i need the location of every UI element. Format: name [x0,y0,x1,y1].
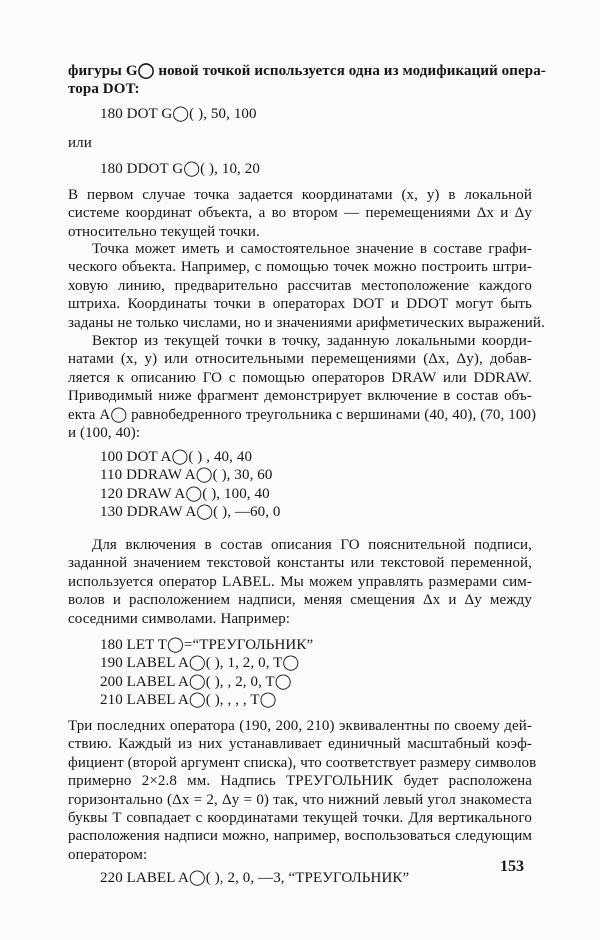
text-line: используется оператор LABEL. Мы можем управлять размерами сим- [68,573,532,590]
text-line: оператором: [68,846,148,863]
text-line: ляется к описанию ГО с помощью операторов DRAW или DDRAW. [68,369,532,386]
code-listing [68,105,532,123]
text-line: буквы T совпадает с координатами текущей точки. Для вертикального [68,809,532,826]
text-line: екта A◯ равнобедренного треугольника с вершинами (40, 40), (70, 100) [68,406,537,423]
paragraph [68,536,532,628]
text-line: системе координат объекта, а во втором — перемещениями Δx и Δy [68,205,532,222]
text-line: фигуры G◯ новой точкой используется одна из модификаций опера- [68,63,546,79]
text-line: заданной значением текстовой константы или текстовой переменной, [68,555,532,572]
text-line: Приводимый ниже фрагмент демонстрирует включение в состав объ- [68,388,532,405]
code-line: 210 LABEL A◯( ), , , , T◯ [100,692,277,709]
text-line: и (100, 40): [68,424,141,441]
code-line: 190 LABEL A◯( ), 1, 2, 0, T◯ [100,655,300,672]
text-line: волов и расположением надписи, меняя смещения Δx и Δy между [68,592,532,609]
paragraph [68,62,546,99]
paragraph [68,332,537,442]
code-listing [68,448,532,522]
text-line: ховую линию, предварительно рассчитав местоположение каждого [68,277,532,294]
text-line: горизонтально (Δx = 2, Δy = 0) так, что нижний левый угол знакоместа [68,791,532,808]
code-listing [68,160,532,178]
text-line: соседними символами. Например: [68,610,291,627]
text-line: Для включения в состав описания ГО пояснительной подписи, [92,537,532,553]
code-line: 100 DOT A◯( ) , 40, 40 [100,449,253,465]
text-line: ческого объекта. Например, с помощью точек можно построить штри- [68,259,532,276]
text-line: тора DOT: [68,81,140,98]
code-line: 180 DDOT G◯( ), 10, 20 [100,161,260,177]
text-line: расположения надписи можно, например, воспользоваться следующим [68,828,532,845]
code-line: 180 DOT G◯( ), 50, 100 [100,106,257,122]
text-line: фициент (второй аргумент списка), что соответствует размеру символов [68,754,537,771]
page-number: 153 [500,858,524,875]
code-line: 180 LET T◯=“ТРЕУГОЛЬНИК” [100,637,314,653]
text-line: Точка может иметь и самостоятельное значение в составе графи- [92,241,532,257]
paragraph [68,186,532,241]
code-line: 120 DRAW A◯( ), 100, 40 [100,485,270,502]
code-line: 130 DDRAW A◯( ), —60, 0 [100,504,281,521]
code-line: 200 LABEL A◯( ), , 2, 0, T◯ [100,673,292,690]
paragraph [68,717,537,864]
text-line: заданы не только числами, но и значениями арифметических выражений. [68,314,545,331]
code-listing [68,869,532,887]
code-listing [68,636,532,710]
text-line: ствию. Каждый из них устанавливает единичный масштабный коэф- [68,736,532,753]
code-line: 110 DDRAW A◯( ), 30, 60 [100,467,273,484]
paragraph [68,134,532,152]
text-line: В первом случае точка задается координатами (x, y) в локальной [68,187,532,203]
text-line: Три последних оператора (190, 200, 210) эквивалентны по своему дей- [68,718,532,734]
text-line: штриха. Координаты точки в операторах DOT и DDOT могут быть [68,296,532,313]
code-line: 220 LABEL A◯( ), 2, 0, —3, “ТРЕУГОЛЬНИК” [100,870,410,886]
text-line: относительно текущей точки. [68,223,260,240]
paragraph [68,240,545,332]
text-line: или [68,135,92,151]
text-line: примерно 2×2.8 мм. Надпись ТРЕУГОЛЬНИК будет расположена [68,773,532,790]
text-line: Вектор из текущей точки в точку, заданную локальными коорди- [92,333,532,349]
text-line: натами (x, y) или относительными перемещениями (Δx, Δy), добав- [68,351,532,368]
